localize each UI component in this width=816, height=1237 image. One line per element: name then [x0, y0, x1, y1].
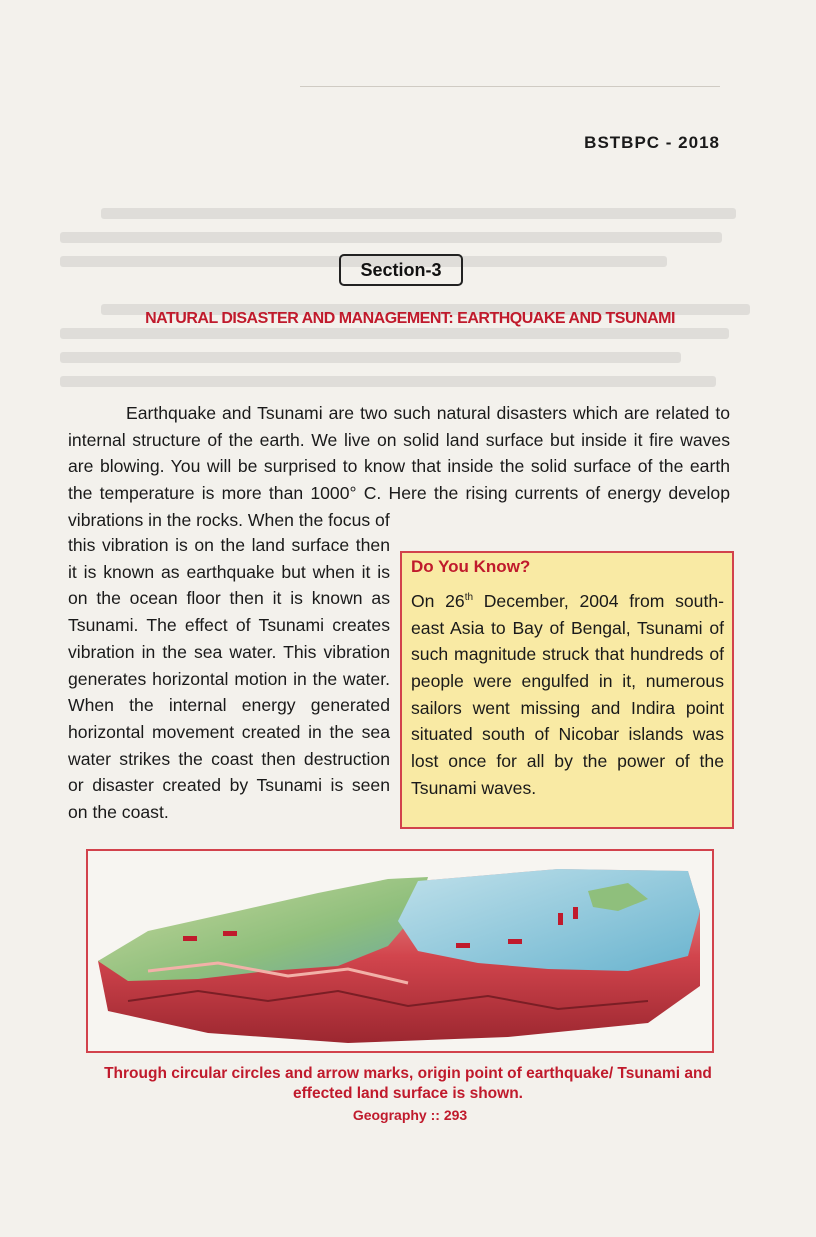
do-you-know-box	[400, 551, 734, 829]
origin-mark	[223, 931, 237, 936]
header-code: BSTBPC - 2018	[584, 133, 720, 152]
do-you-know-text: On 26th December, 2004 from south-east Asia to Bay of Bengal, Tsunami of such magnitude struck that hundreds of people were engulfed in it, numerous sailors went missing and Indira point situated south of Nicobar islands was lost once for all by the power of the Tsunami waves.	[411, 590, 724, 798]
continued-paragraph: this vibration is on the land surface then it is known as earthquake but when it is on the ocean floor then it is known as Tsunami. The effect of Tsunami creates vibration in the sea water. This vibration generates horizontal motion in the water. When the internal energy generated horizontal movement created in the sea water strikes the coast then destruction or disaster created by Tsunami is seen on the coast.	[68, 535, 390, 823]
ocean-surface	[398, 869, 700, 971]
figure-caption: Through circular circles and arrow marks, origin point of earthquake/ Tsunami and effected land surface is shown.	[104, 1065, 712, 1102]
section-label: Section-3	[339, 254, 463, 286]
bleed-through-text	[60, 195, 750, 400]
page-footer: Geography :: 293	[352, 1107, 468, 1123]
figure-frame	[86, 849, 714, 1053]
intro-paragraph: Earthquake and Tsunami are two such natural disasters which are related to internal structure of the earth. We live on solid land surface but inside it fire waves are blowing. You will be surprised to know that inside the solid surface of the earth the temperature is more than 1000° C. Here the rising currents of energy develop vibrations in the rocks. When the focus of	[68, 403, 730, 530]
earthquake-tsunami-diagram	[88, 851, 712, 1051]
origin-mark	[573, 907, 578, 919]
header-rule	[300, 86, 720, 87]
origin-mark	[456, 943, 470, 948]
section-title: NATURAL DISASTER AND MANAGEMENT: EARTHQUAKE AND TSUNAMI	[145, 310, 675, 327]
origin-mark	[508, 939, 522, 944]
do-you-know-title: Do You Know?	[411, 557, 531, 576]
origin-mark	[183, 936, 197, 941]
origin-mark	[558, 913, 563, 925]
